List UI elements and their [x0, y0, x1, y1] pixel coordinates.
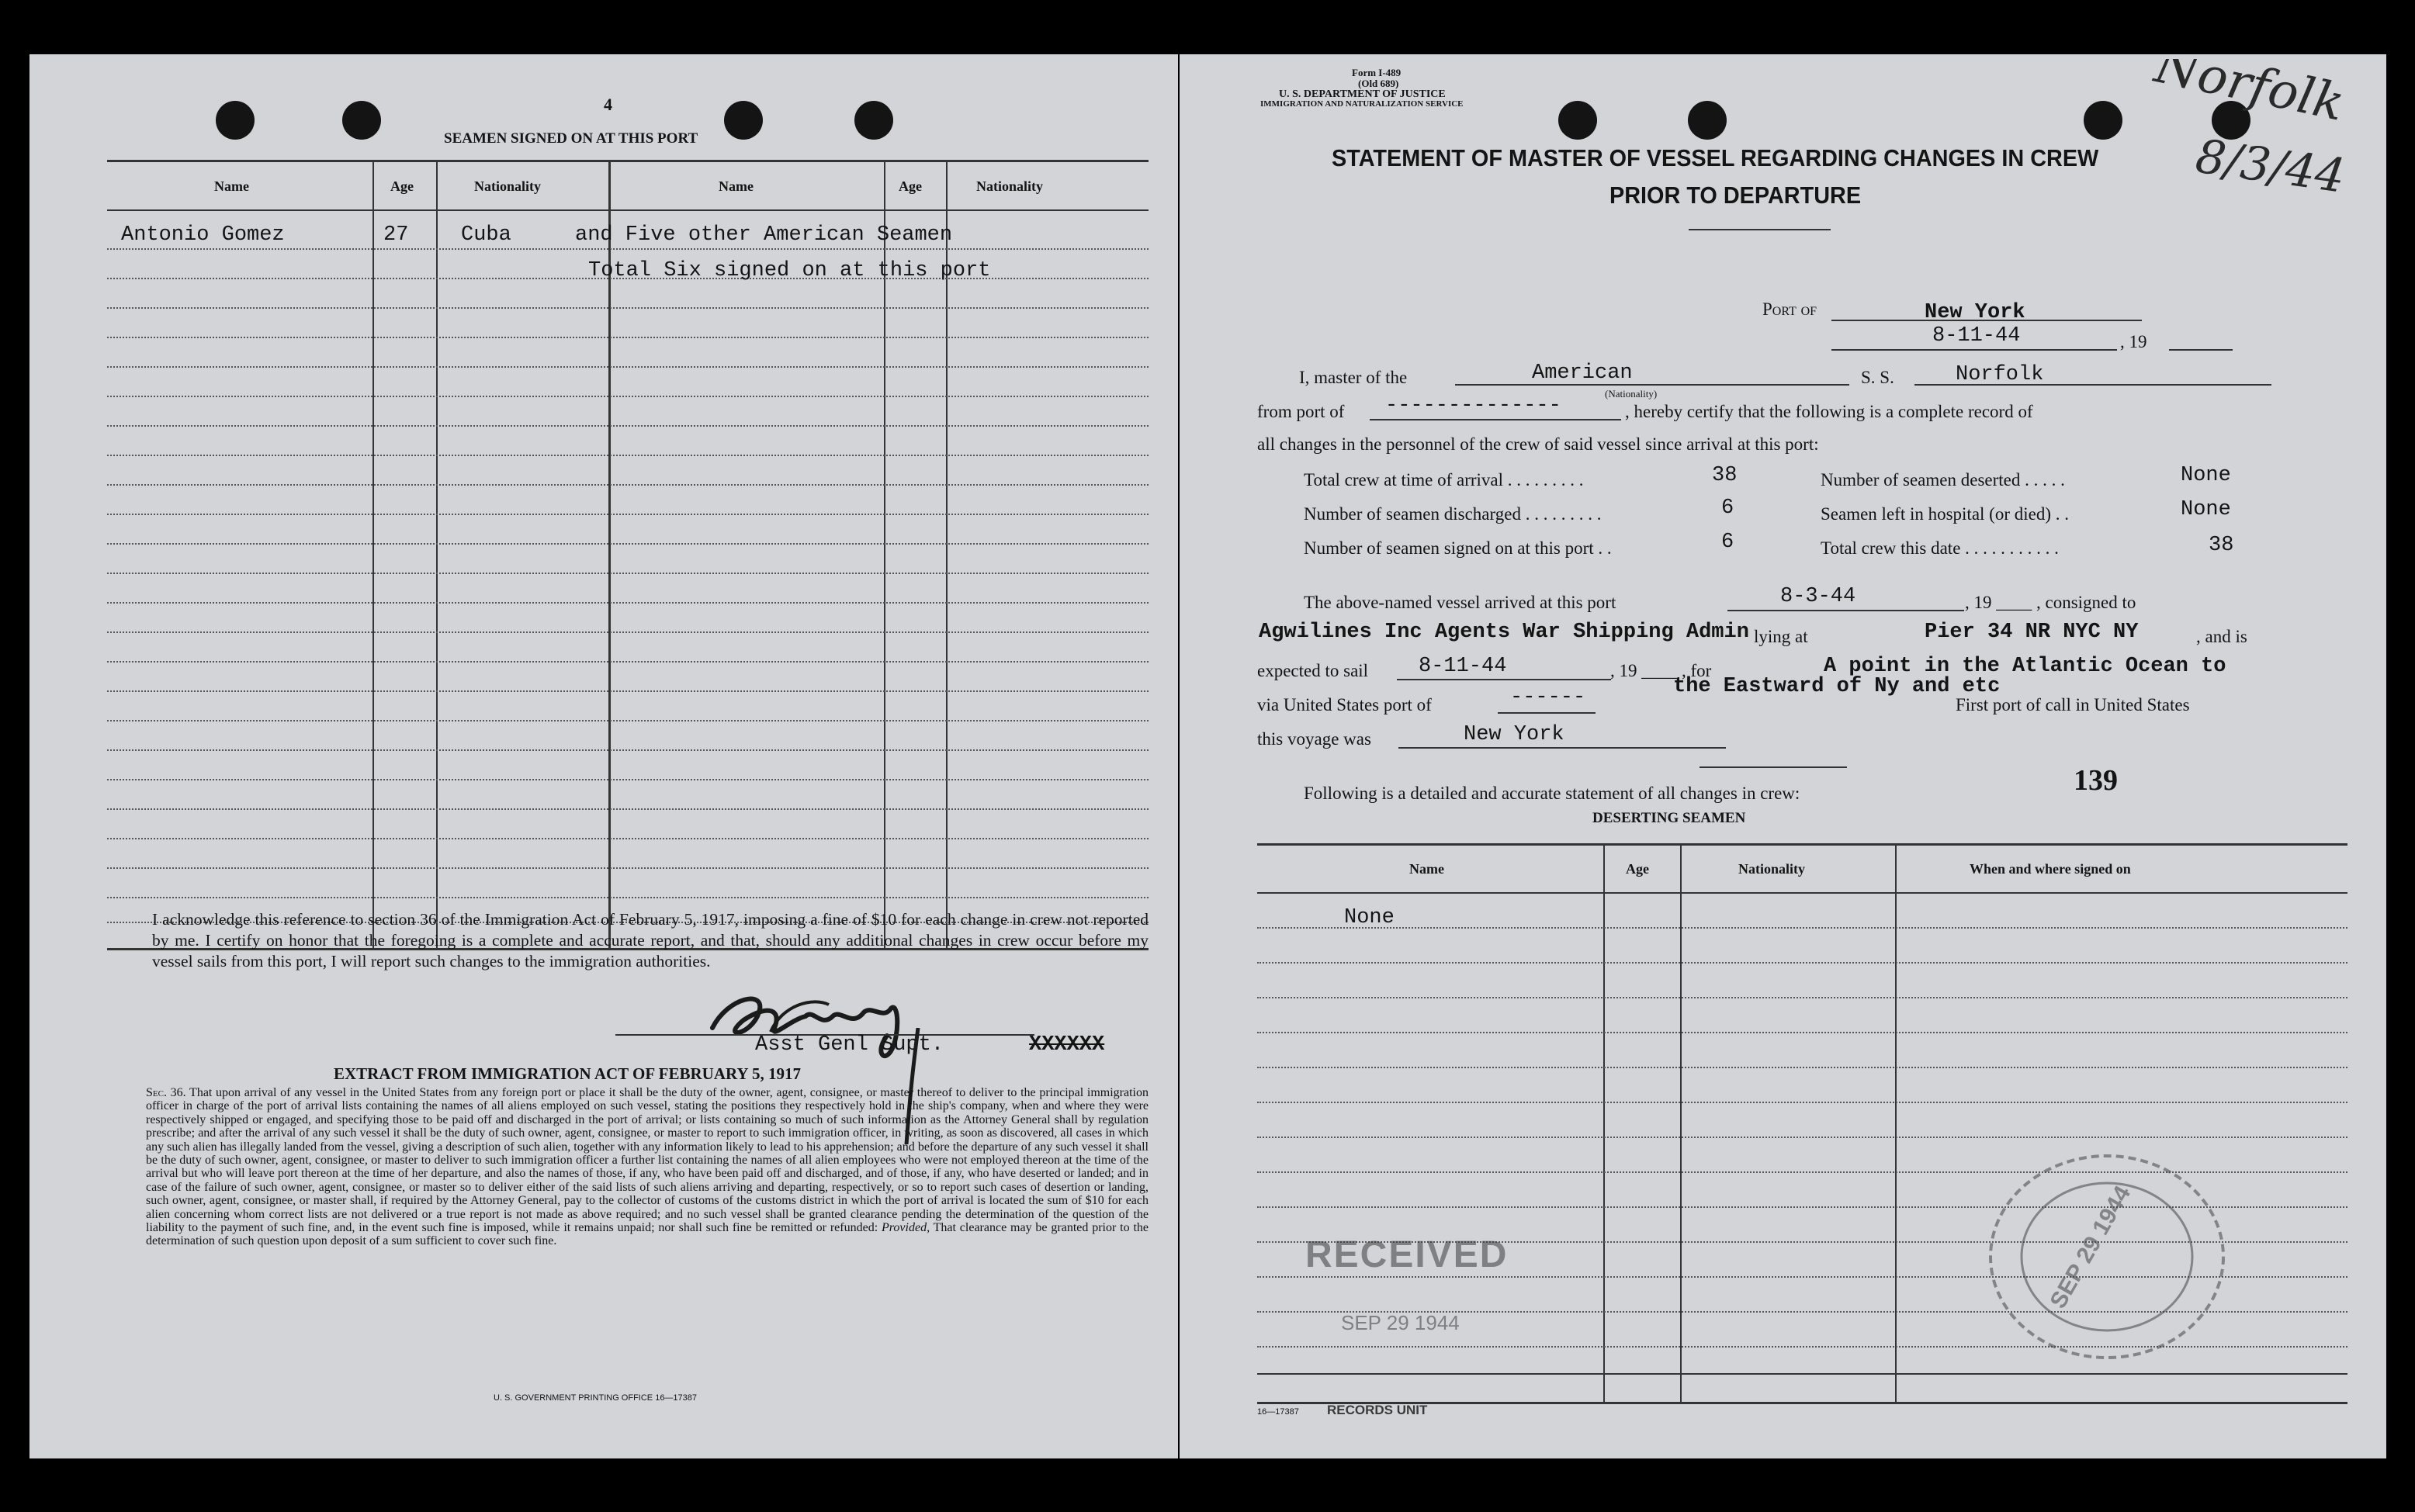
certify-text: , hereby certify that the following is a complete record of [1625, 402, 2033, 421]
stat-value: 6 [1721, 531, 1734, 554]
stat-value: None [2181, 498, 2231, 521]
punch-hole [854, 101, 893, 140]
sec-label: Sec. 36. [146, 1086, 186, 1099]
round-stamp [1979, 1140, 2235, 1373]
from-port-value: -------------- [1385, 394, 1561, 417]
consignee-value: Agwilines Inc Agents War Shipping Admin [1259, 621, 1749, 644]
changes-text: all changes in the personnel of the crew of said vessel since arrival at this port: [1257, 434, 1819, 454]
table-row [121, 223, 285, 247]
stat-label: Number of seamen deserted . . . . . [1821, 470, 2065, 490]
port-label: Port of [1762, 299, 1817, 319]
arrived-label: The above-named vessel arrived at this port [1304, 593, 1616, 612]
title-rule [1689, 229, 1831, 230]
punch-hole [216, 101, 255, 140]
stat-label: Total crew at time of arrival . . . . . . . . . [1304, 470, 1584, 490]
footer-code: 16—17387 [1257, 1407, 1299, 1417]
deserting-col-nationality: Nationality [1738, 861, 1806, 877]
stat-label: Total crew this date . . . . . . . . . . . [1821, 538, 2059, 558]
printing-office: U. S. GOVERNMENT PRINTING OFFICE 16—17387 [494, 1393, 698, 1403]
destination-value: A point in the Atlantic Ocean to [1824, 655, 2226, 678]
deserting-col-age: Age [1626, 861, 1649, 877]
punch-hole [724, 101, 763, 140]
master-label: I, master of the [1299, 368, 1408, 387]
page-number: 4 [604, 95, 612, 114]
form-old: (Old 689) [1358, 78, 1399, 89]
right-page [1180, 54, 2386, 1458]
seaman-total: Total Six signed on at this port [588, 259, 991, 282]
table-header-rule [107, 209, 1149, 211]
handwritten-norfolk: Norfolk [2150, 59, 2350, 133]
deserting-col-when-where: When and where signed on [1970, 861, 2131, 877]
column-header-nationality: Nationality [474, 178, 542, 194]
signer-title: Asst Genl Supt. [755, 1033, 944, 1057]
pier-value: Pier 34 NR NYC NY [1925, 621, 2139, 644]
date-value: 8-11-44 [1932, 324, 2021, 348]
ss-label: S. S. [1861, 368, 1894, 387]
column-header-name: Name [719, 178, 754, 194]
extract-title: EXTRACT FROM IMMIGRATION ACT OF FEBRUARY 5, 1917 [334, 1064, 802, 1083]
records-unit: RECORDS UNIT [1327, 1403, 1428, 1417]
voyage-value: New York [1464, 723, 1564, 746]
column-header-nationality: Nationality [976, 178, 1044, 194]
stat-label: Seamen left in hospital (or died) . . [1821, 504, 2070, 524]
consigned-label: , 19 ____ , consigned to [1965, 593, 2136, 612]
deserting-title: DESERTING SEAMEN [1592, 810, 1746, 826]
seaman-age: 27 [383, 223, 409, 247]
lying-label: lying at [1754, 627, 1808, 646]
received-stamp: RECEIVED [1305, 1234, 1509, 1275]
handwritten-note [2134, 59, 2375, 202]
from-port-label: from port of [1257, 402, 1345, 421]
column-header-age: Age [390, 178, 414, 194]
handwritten-annotation [2134, 59, 2375, 199]
seaman-nationality: Cuba [461, 223, 511, 247]
extract-provided: Provided, [882, 1221, 930, 1235]
punch-hole [2084, 101, 2122, 140]
punch-hole [1558, 101, 1597, 140]
stat-value: 38 [2209, 534, 2234, 557]
service: IMMIGRATION AND NATURALIZATION SERVICE [1260, 99, 1464, 109]
year-prefix: , 19 [2120, 332, 2147, 351]
for-label: , 19 ____ , for [1610, 661, 1712, 680]
stamped-number: 139 [2074, 764, 2118, 797]
extract-tail: That clearance may be granted prior to the determination of such question upon deposit of a sum sufficient to cover such fine. [146, 1221, 1149, 1248]
stat-label: Number of seamen signed on at this port . . [1304, 538, 1612, 558]
punch-hole [1688, 101, 1727, 140]
punch-hole [342, 101, 381, 140]
struck-text: XXXXXX [1029, 1033, 1105, 1057]
via-label: via United States port of [1257, 695, 1432, 714]
stat-value: 6 [1721, 497, 1734, 520]
round-stamp-graphic [1979, 1140, 2235, 1373]
stat-value: None [2181, 464, 2231, 487]
deserting-name: None [1344, 906, 1395, 929]
department: U. S. DEPARTMENT OF JUSTICE [1279, 88, 1446, 100]
nationality-value: American [1532, 362, 1633, 385]
first-port-label: First port of call in United States [1956, 695, 2190, 714]
seaman-name: Antonio Gomez [121, 223, 285, 247]
section-title: SEAMEN SIGNED ON AT THIS PORT [444, 130, 698, 147]
column-header-age: Age [899, 178, 922, 194]
and-is: , and is [2196, 627, 2247, 646]
form-number: Form I-489 [1352, 67, 1402, 78]
port-value: New York [1925, 301, 2025, 324]
extract-body [146, 1086, 1149, 1248]
table-top-rule [107, 160, 1149, 162]
left-page [29, 54, 1178, 1458]
handwritten-date: 8/3/44 [2192, 129, 2349, 199]
deserting-col-name: Name [1409, 861, 1444, 877]
seaman-continuation: and Five other American Seamen [575, 223, 953, 247]
stat-label: Number of seamen discharged . . . . . . . . . [1304, 504, 1602, 524]
arrived-value: 8-3-44 [1780, 585, 1856, 608]
svg-text:SEP 29 1944: SEP 29 1944 [2045, 1182, 2136, 1313]
voyage-label: this voyage was [1257, 729, 1371, 749]
form-title: STATEMENT OF MASTER OF VESSEL REGARDING CHANGES IN CREW [1332, 144, 2099, 171]
ship-name: Norfolk [1956, 363, 2044, 386]
deserting-top-rule [1257, 843, 2347, 846]
form-subtitle: PRIOR TO DEPARTURE [1609, 182, 1862, 209]
expected-label: expected to sail [1257, 661, 1369, 680]
nationality-caption: (Nationality) [1605, 388, 1658, 400]
via-value: ------ [1510, 686, 1586, 709]
sail-value: 8-11-44 [1419, 655, 1507, 678]
destination-value-2: the Eastward of Ny and etc [1673, 675, 2001, 698]
following-label: Following is a detailed and accurate statement of all changes in crew: [1304, 784, 1800, 803]
extract-text: That upon arrival of any vessel in the United States from any foreign port or place it shall be the duty of the owner, agent, consignee, or master thereof to deliver to the principal immigration officer in charge of the port of arrival lists containing the names of all aliens employed on such vessel, stating the positions they respectively hold in the ship's company, when and where they were respectively shipped or engaged, and specifying those to be paid off and discharged in the port of arrival; or lists containing so much of such information as the Attorney General shall by regulation prescribe; and after the arrival of any such vessel it shall be the duty of such owner, agent, consignee, or master to report to such immigration officer, in writing, as soon as discovered, all cases in which any such alien has illegally landed from the vessel, giving a description of such alien, together with any information likely to lead to his apprehension; and before the departure of any such vessel it shall be the duty of such owner, agent, consignee, or master to deliver to such immigration officer a further list containing the names of all alien employees who were not employed thereon at the time of the arrival but who will leave port thereon at the time of her departure, and also the names of those, if any, who have been paid off and discharged, and of those, if any, who have deserted or landed; and in case of the failure of such owner, agent, consignee, or master so to deliver either of the said lists of such aliens arriving and departing, respectively, or so to report such cases of desertion or landing, such owner, agent, consignee, or master shall, if required by the Attorney General, pay to the collector of customs of the customs district in which the port of arrival is located the sum of $10 for each alien concerning whom correct lists are not delivered or a true report is not made as above required; and no such vessel shall be granted clearance pending the determination of the question of the liability to the payment of such fine, and, in the event such fine is imposed, while it remains unpaid; nor shall such fine be remitted or refunded: [146, 1086, 1149, 1235]
received-date-stamp: SEP 29 1944 [1341, 1311, 1460, 1334]
stat-value: 38 [1712, 464, 1738, 487]
column-header-name: Name [214, 178, 249, 194]
acknowledgement-text: I acknowledge this reference to section 36 of the Immigration Act of February 5, 1917, imposing a fine of $10 for each change in crew not reported by me. I certify on honor that the foregoing is a complete and accurate report, and that, should any additional changes in crew occur before my vessel sails from this port, I will report such changes to the immigration authorities. [152, 910, 1149, 971]
